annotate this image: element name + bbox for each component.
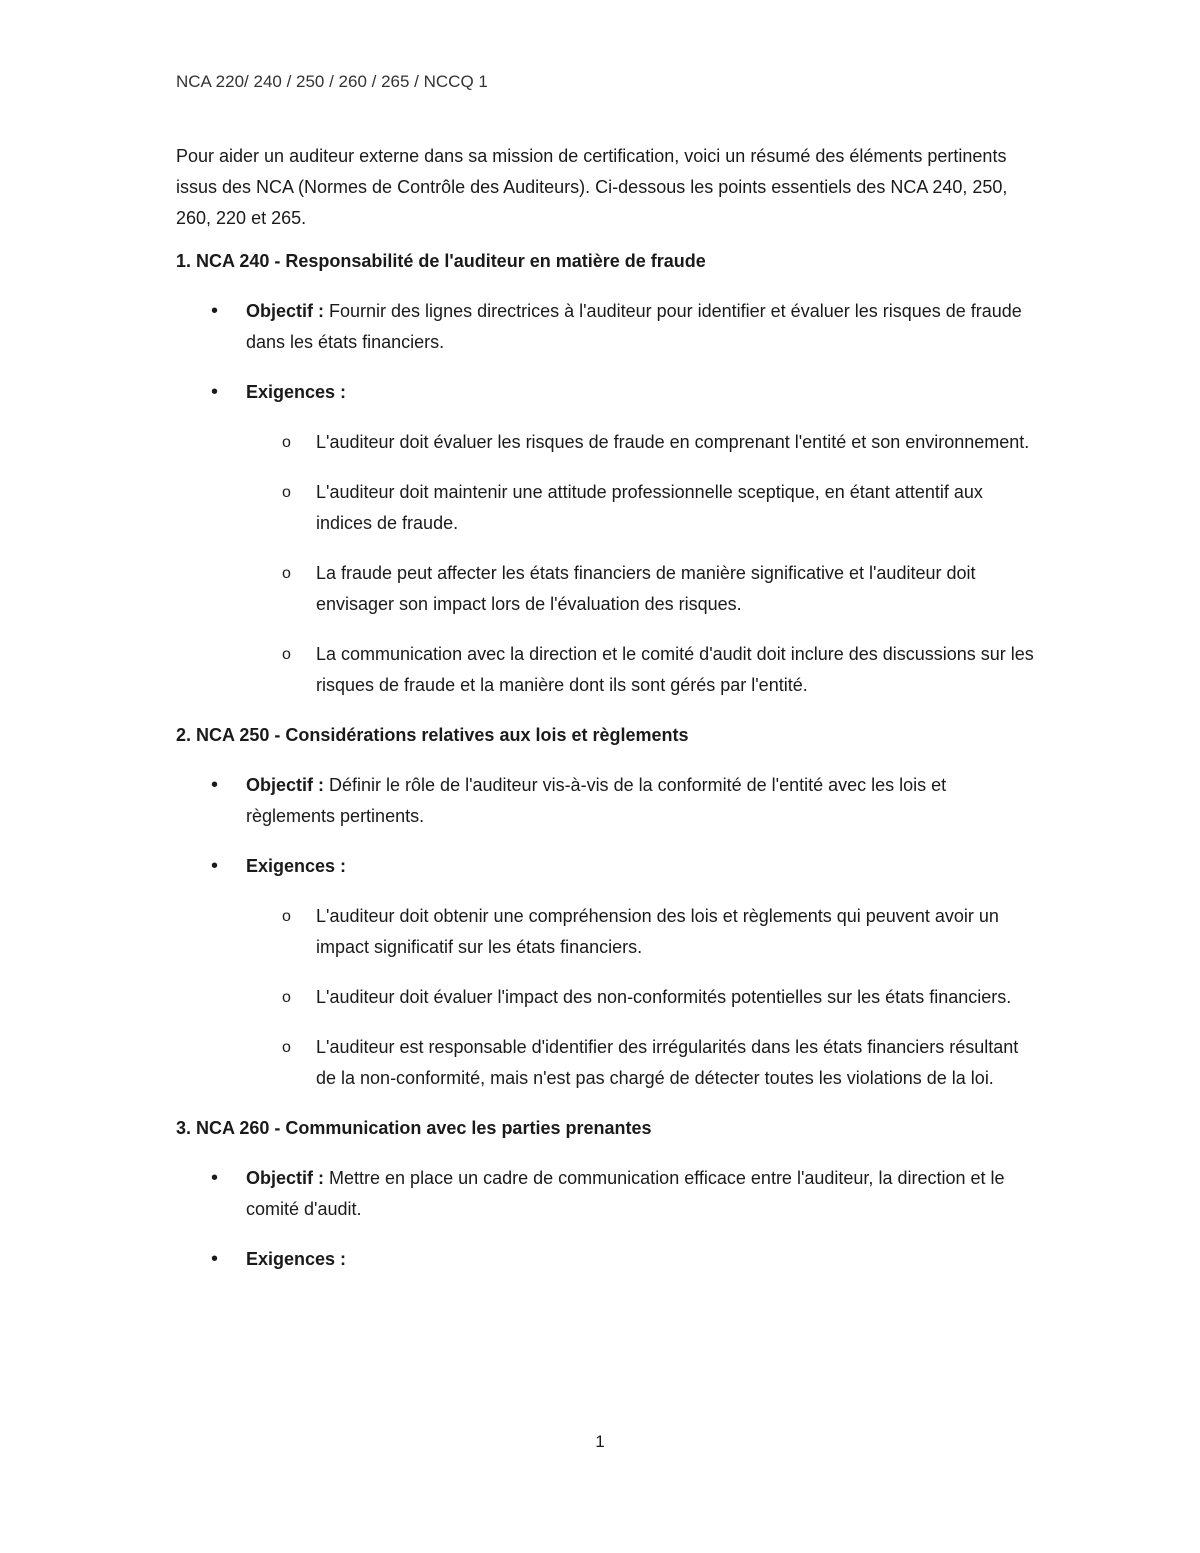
exigence-text: L'auditeur est responsable d'identifier des irrégularités dans les états financiers résultant de la non-conformité, mais n'est pas chargé de détecter toutes les violations de la loi.	[316, 1037, 1019, 1088]
objectif-text: Définir le rôle de l'auditeur vis-à-vis de la conformité de l'entité avec les lois et règlements pertinents.	[246, 775, 947, 826]
exigence-item	[246, 477, 1036, 539]
sub-bullet-icon: o	[282, 646, 291, 663]
objectif-label: Objectif :	[246, 1168, 325, 1188]
sub-bullet-icon: o	[282, 565, 291, 582]
sub-bullet-icon: o	[282, 1039, 291, 1056]
page-number: 1	[595, 1432, 605, 1451]
bullet-icon: •	[211, 855, 219, 877]
bullet-icon: •	[211, 300, 219, 322]
sub-bullet-icon: o	[282, 989, 291, 1006]
objectif-item	[176, 1163, 1036, 1225]
objectif-item	[176, 770, 1036, 832]
sub-bullet-icon: o	[282, 908, 291, 925]
exigences-item	[176, 377, 1036, 701]
page-header: NCA 220/ 240 / 250 / 260 / 265 / NCCQ 1	[176, 72, 488, 91]
exigence-text: L'auditeur doit maintenir une attitude professionnelle sceptique, en étant attentif aux indices de fraude.	[316, 482, 983, 533]
exigence-item	[246, 982, 1036, 1013]
exigences-label: Exigences :	[246, 856, 347, 876]
section-title: 2. NCA 250 - Considérations relatives aux lois et règlements	[176, 725, 689, 745]
exigences-label: Exigences :	[246, 382, 347, 402]
document-body	[176, 141, 1036, 1294]
exigence-text: La communication avec la direction et le comité d'audit doit inclure des discussions sur les risques de fraude et la manière dont ils sont gérés par l'entité.	[316, 644, 1034, 695]
section-nca-250	[176, 720, 1036, 1094]
exigence-text: La fraude peut affecter les états financiers de manière significative et l'auditeur doit envisager son impact lors de l'évaluation des risques.	[316, 563, 976, 614]
exigence-item	[246, 427, 1036, 458]
section-title: 3. NCA 260 - Communication avec les parties prenantes	[176, 1118, 652, 1138]
exigences-label: Exigences :	[246, 1249, 347, 1269]
exigences-item	[176, 1244, 1036, 1275]
exigence-text: L'auditeur doit évaluer les risques de fraude en comprenant l'entité et son environnement.	[316, 432, 1030, 452]
section-list	[176, 1163, 1036, 1275]
section-list	[176, 296, 1036, 701]
exigence-item	[246, 558, 1036, 620]
section-list	[176, 770, 1036, 1094]
exigence-item	[246, 1032, 1036, 1094]
bullet-icon: •	[211, 774, 219, 796]
bullet-icon: •	[211, 381, 219, 403]
intro-paragraph: Pour aider un auditeur externe dans sa mission de certification, voici un résumé des éléments pertinents issus des NCA (Normes de Contrôle des Auditeurs). Ci-dessous les points essentiels des NCA 240, 250, 260, 220 et 265.	[176, 146, 1008, 228]
exigence-item	[246, 901, 1036, 963]
objectif-item	[176, 296, 1036, 358]
section-nca-240	[176, 246, 1036, 701]
exigence-text: L'auditeur doit obtenir une compréhension des lois et règlements qui peuvent avoir un impact significatif sur les états financiers.	[316, 906, 999, 957]
exigences-item	[176, 851, 1036, 1094]
objectif-text: Mettre en place un cadre de communication efficace entre l'auditeur, la direction et le comité d'audit.	[246, 1168, 1005, 1219]
exigence-item	[246, 639, 1036, 701]
bullet-icon: •	[211, 1167, 219, 1189]
sub-bullet-icon: o	[282, 434, 291, 451]
objectif-text: Fournir des lignes directrices à l'auditeur pour identifier et évaluer les risques de fraude dans les états financiers.	[246, 301, 1022, 352]
exigence-text: L'auditeur doit évaluer l'impact des non-conformités potentielles sur les états financiers.	[316, 987, 1012, 1007]
section-nca-260	[176, 1113, 1036, 1275]
sub-bullet-icon: o	[282, 484, 291, 501]
objectif-label: Objectif :	[246, 775, 325, 795]
exigences-list	[246, 427, 1036, 701]
objectif-label: Objectif :	[246, 301, 325, 321]
exigences-list	[246, 901, 1036, 1094]
section-title: 1. NCA 240 - Responsabilité de l'auditeur en matière de fraude	[176, 251, 706, 271]
bullet-icon: •	[211, 1248, 219, 1270]
